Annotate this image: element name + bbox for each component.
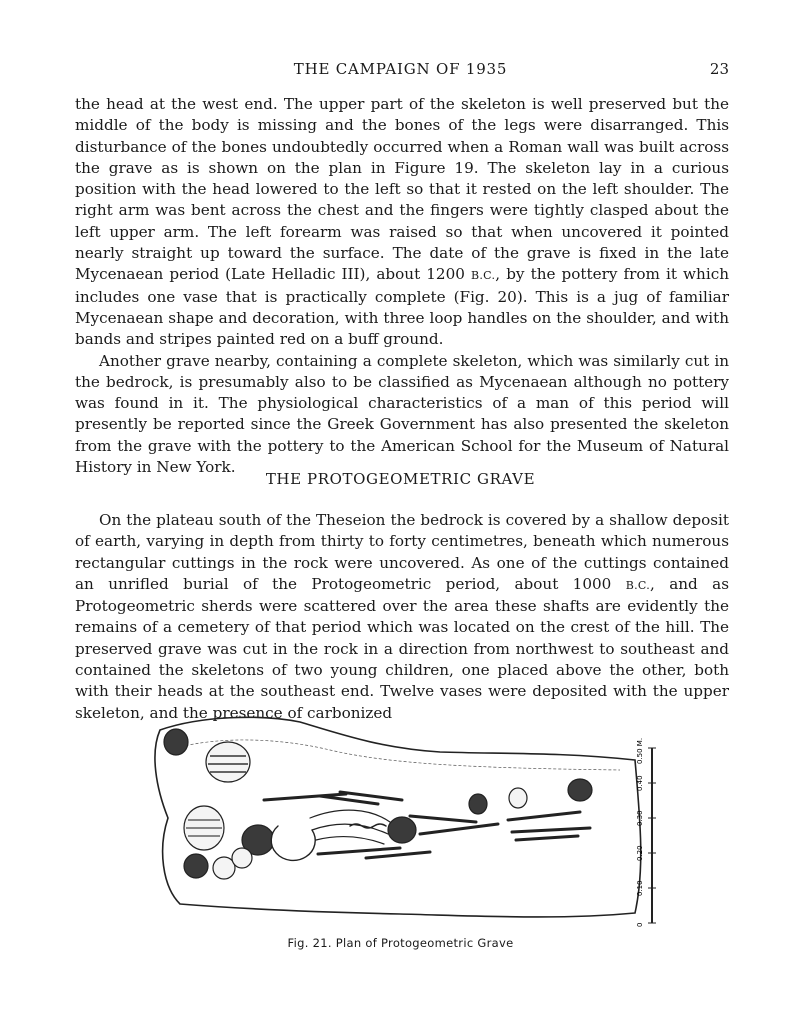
paragraph-3 — [75, 510, 729, 724]
bc-abbreviation: B.C. — [625, 578, 651, 592]
paragraph-3-text-a: On the plateau south of the Theseion the bedrock is covered by a shallow deposit of earth, varying in depth from thirty to forty centimetres, beneath which numerous rectangular cuttings in the rock were uncovered. As one of the cuttings contained an unrifled burial of the Protogeometric period, about 1000 — [75, 511, 729, 593]
spine — [350, 824, 386, 828]
bone — [366, 852, 430, 858]
bc-abbreviation: B.C. — [470, 269, 496, 283]
paragraph-3-text-b: , and as Protogeometric sherds were scattered over the area these shafts are evidently the remains of a cemetery of that period which was located on the crest of the hill. The preserved grave was cut in the rock in a direction from northwest to southeast and contained the skeletons of two young children, one placed above the other, both with their heads at the southeast end. Twelve vases were deposited with the upper skeleton, and the presence of carbonized — [75, 574, 729, 722]
vase-icon — [388, 817, 416, 843]
paragraph-1-text-b: , by the pottery from it which includes one vase that is practically complete (Fig. 20). This is a jug of familiar Mycenaean shape and decoration, with three loop handles on the shoulder, and with bands and stripes painted red on a buff ground. — [75, 265, 729, 349]
vase-icon — [469, 794, 487, 814]
scale-label: 0 — [636, 922, 644, 927]
paragraph-1 — [75, 94, 729, 351]
body-text-section-1 — [75, 94, 729, 478]
section-heading: THE PROTOGEOMETRIC GRAVE — [265, 470, 536, 488]
vase-icon — [568, 779, 592, 801]
scale-label: 0.50 M. — [636, 737, 644, 764]
vase-icon — [232, 848, 252, 868]
bone — [516, 836, 578, 840]
bone — [410, 816, 476, 822]
paragraph-1-text-a: the head at the west end. The upper part of the skeleton is well preserved but the middle of the body is missing and the bones of the legs were disarranged. This disturbance of the bones undoubtedly occurred when a Roman wall was built across the grave as is shown on the plan in Figure 19. The skeleton lay in a curious position with the head lowered to the left so that it rested on the left shoulder. The right arm was bent across the chest and the fingers were tightly clasped about the left upper arm. The left forearm was raised so that when uncovered it pointed nearly straight up toward the surface. The date of the grave is fixed in the late Mycenaean period (Late Helladic III), about 1200 — [75, 95, 729, 284]
running-title: THE CAMPAIGN OF 1935 — [293, 60, 508, 78]
vase-icon — [164, 729, 188, 755]
page-number: 23 — [709, 60, 729, 78]
bone — [420, 824, 498, 834]
grave-plan-drawing — [140, 708, 680, 938]
vase-icon — [184, 854, 208, 878]
body-text-section-2 — [75, 510, 729, 724]
running-head — [0, 60, 801, 80]
scale-bar — [636, 738, 656, 927]
skull — [271, 826, 315, 860]
scale-label: 0.30 — [636, 810, 644, 826]
scale-label: 0.10 — [636, 880, 644, 896]
scale-label: 0.20 — [636, 845, 644, 861]
figure-caption: Fig. 21. Plan of Protogeometric Grave — [287, 936, 514, 950]
scale-label: 0.40 — [636, 775, 644, 791]
paragraph-2: Another grave nearby, containing a complete skeleton, which was similarly cut in the bedrock, is presumably also to be classified as Mycenaean although no pottery was found in it. The physiological characteristics of a man of this period will presently be reported since the Greek Government has also presented the skeleton from the grave with the pottery to the American School for the Museum of Natural History in New York. — [75, 351, 729, 477]
bone — [512, 828, 590, 832]
rib-cage — [310, 810, 390, 844]
vase-icon — [509, 788, 527, 808]
bone — [508, 812, 580, 820]
vase-icon — [206, 742, 250, 782]
skeleton-bones — [264, 792, 590, 860]
bone — [318, 848, 400, 854]
